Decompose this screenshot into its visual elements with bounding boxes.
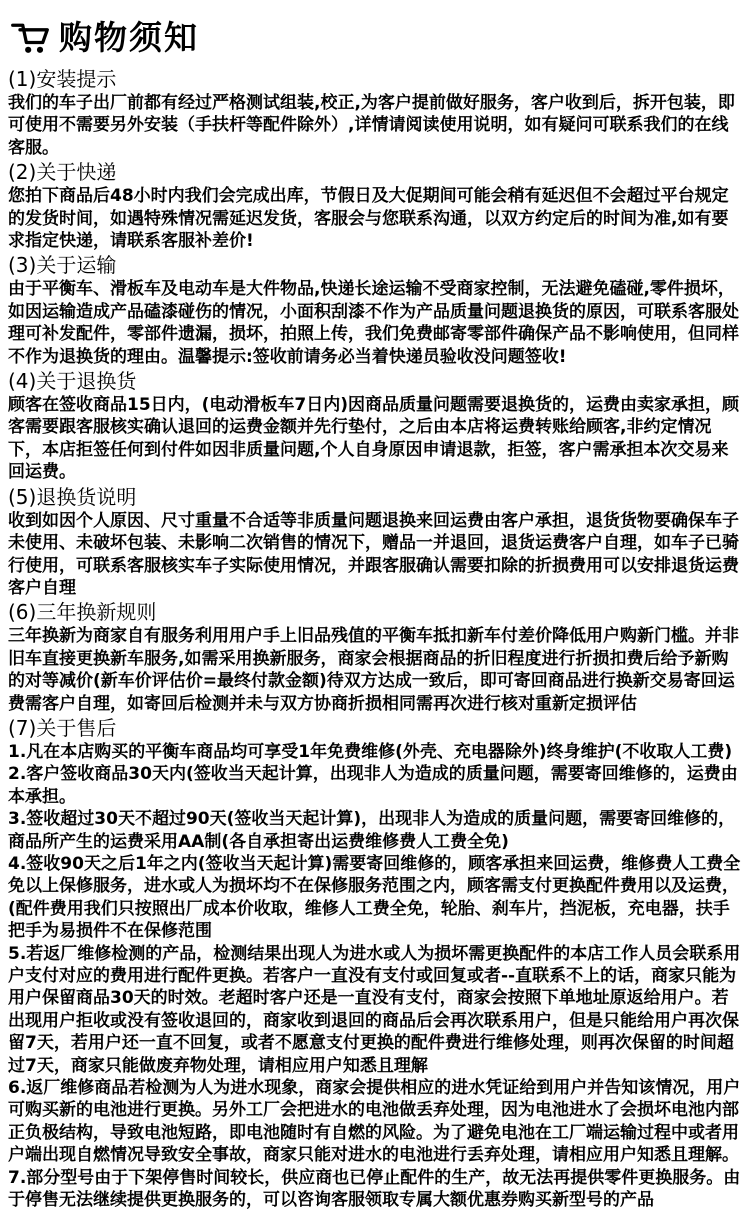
after-sales-item-4: 4.签收90天之后1年之内(签收当天起计算)需要寄回维修的，顾客承担来回运费，维修费人工费全免以上保修服务，进水或人为损坏均不在保修服务范围之内，顾客需支付更换配件费用以及运费，(配件费用我们只按照出厂成本价收取，维修人工费全免，轮胎、刹车片，挡泥板，充电器，扶手把手为易损件不在保修范围 bbox=[8, 853, 741, 942]
section-heading: (6)三年换新规则 bbox=[8, 600, 157, 625]
section-three-year-renewal bbox=[8, 599, 745, 715]
after-sales-item-3: 3.签收超过30天不超过90天(签收当天起计算)，出现非人为造成的质量问题，需要寄回维修的，商品所产生的运费采用AA制(各自承担寄出运费维修费人工费全免) bbox=[8, 809, 736, 852]
section-return-policy bbox=[8, 484, 745, 600]
section-transport bbox=[8, 252, 745, 368]
page-title-row bbox=[10, 18, 745, 58]
section-paragraph: 您拍下商品后48小时内我们会完成出库，节假日及大促期间可能会稍有延迟但不会超过平台规定的发货时间，如遇特殊情况需延迟发货，客服会与您联系沟通，以双方约定后的时间为准,如有要求指定快递，请联系客服补差价! bbox=[8, 186, 729, 252]
after-sales-item-6: 6.返厂维修商品若检测为人为进水现象，商家会提供相应的进水凭证给到用户并告知该情况，用户可购买新的电池进行更换。另外工厂会把进水的电池做丢弃处理，因为电池进水了会损坏电池内部正负极结构，导致电池短路，即电池随时有自燃的风险。为了避免电池在工厂端运输过程中或者用户端出现自燃情况导致安全事故，商家只能对进水的电池进行丢弃处理，请相应用户知悉且理解。 bbox=[8, 1078, 741, 1166]
section-heading: (3)关于运输 bbox=[8, 253, 117, 278]
section-paragraph: 由于平衡车、滑板车及电动车是大件物品,快递长途运输不受商家控制，无法避免磕碰,零件损坏，如因运输造成产品磕漆碰伤的情况，小面积刮漆不作为产品质量问题退换货的原因，可联系客服处理可补发配件，零部件遗漏，损坏，拍照上传，我们免费邮寄零部件确保产品不影响使用，但同样不作为退换货的理由。温馨提示:签收前请务必当着快递员验收没问题签收! bbox=[8, 279, 739, 367]
section-heading: (7)关于售后 bbox=[8, 715, 117, 740]
section-paragraph: 我们的车子出厂前都有经过严格测试组装,校正,为客户提前做好服务，客户收到后，拆开包装，即可使用不需要另外安装（手扶杆等配件除外）,详情请阅读使用说明，如有疑问可联系我们的在线客服。 bbox=[8, 93, 735, 158]
section-paragraph: 顾客在签收商品15日内，(电动滑板车7日内)因商品质量问题需要退换货的，运费由卖家承担，顾客需要跟客服核实确认退回的运费金额并先行垫付，之后由本店将运费转账给顾客,非约定情况下，本店拒签任何到付件如因非质量问题,个人自身原因申请退款，拒签，客户需承担本次交易来回运费。 bbox=[8, 395, 740, 483]
after-sales-item-2: 2.客户签收商品30天内(签收当天起计算，出现非人为造成的质量问题，需要寄回维修的，运费由本承担。 bbox=[8, 764, 738, 807]
section-paragraph: 收到如因个人原因、尺寸重量不合适等非质量问题退换来回运费由客户承担，退货货物要确保车子未使用、未破坏包装、未影响二次销售的情况下，赠品一并退回，退货运费客户自理，如车子已骑行使用，可联系客服核实车子实际使用情况，并跟客服确认需要扣除的折损费用可以安排退货运费客户自理 bbox=[8, 510, 739, 598]
section-returns bbox=[8, 368, 745, 484]
after-sales-item-5: 5.若返厂维修检测的产品，检测结果出现人为进水或人为损坏需更换配件的本店工作人员会联系用户支付对应的费用进行配件更换。若客户一直没有支付或回复或者--直联系不上的话，商家只能为用户保留商品30天的时效。老超时客户还是一直没有支付，商家会按照下单地址原返给用户。若出现用户拒收或没有签收退回的，商家收到退回的商品后会再次联系用户，但是只能给用户再次保留7天，若用户还一直不回复，或者不愿意支付更换的配件费进行维修处理，则再次保留的时间超过7天，商家只能做废弃物处理，请相应用户知悉且理解 bbox=[8, 943, 741, 1076]
section-install-tips bbox=[8, 66, 745, 159]
section-heading: (4)关于退换货 bbox=[8, 369, 137, 394]
page-title: 购物须知 bbox=[59, 18, 199, 57]
section-heading: (2)关于快递 bbox=[8, 160, 117, 185]
section-heading: (1)安装提示 bbox=[8, 67, 117, 91]
shopping-cart-icon bbox=[10, 18, 50, 58]
after-sales-item-7: 7.部分型号由于下架停售时间较长，供应商也已停止配件的生产，故无法再提供零件更换服务。由于停售无法继续提供更换服务的，可以咨询客服领取专属大额优惠券购买新型号的产品 bbox=[8, 1167, 741, 1211]
section-paragraph: 三年换新为商家自有服务利用用户手上旧品残值的平衡车抵扣新车付差价降低用户购新门槛。并非旧车直接更换新车服务,如需采用换新服务，商家会根据商品的折旧程度进行折损扣费后给予新购的对等减价(新车价评估价=最终付款金额)待双方达成一致后，即可寄回商品进行换新交易寄回运费需客户自理，如寄回后检测并未与双方协商折损相同需再次进行核对重新定损评估 bbox=[8, 626, 739, 714]
section-heading: (5)退换货说明 bbox=[8, 484, 137, 509]
section-after-sales bbox=[8, 715, 745, 1212]
section-express-delivery bbox=[8, 159, 745, 252]
after-sales-item-1: 1.凡在本店购买的平衡车商品均可享受1年免费维修(外壳、充电器除外)终身维护(不收取人工费) bbox=[8, 741, 733, 762]
